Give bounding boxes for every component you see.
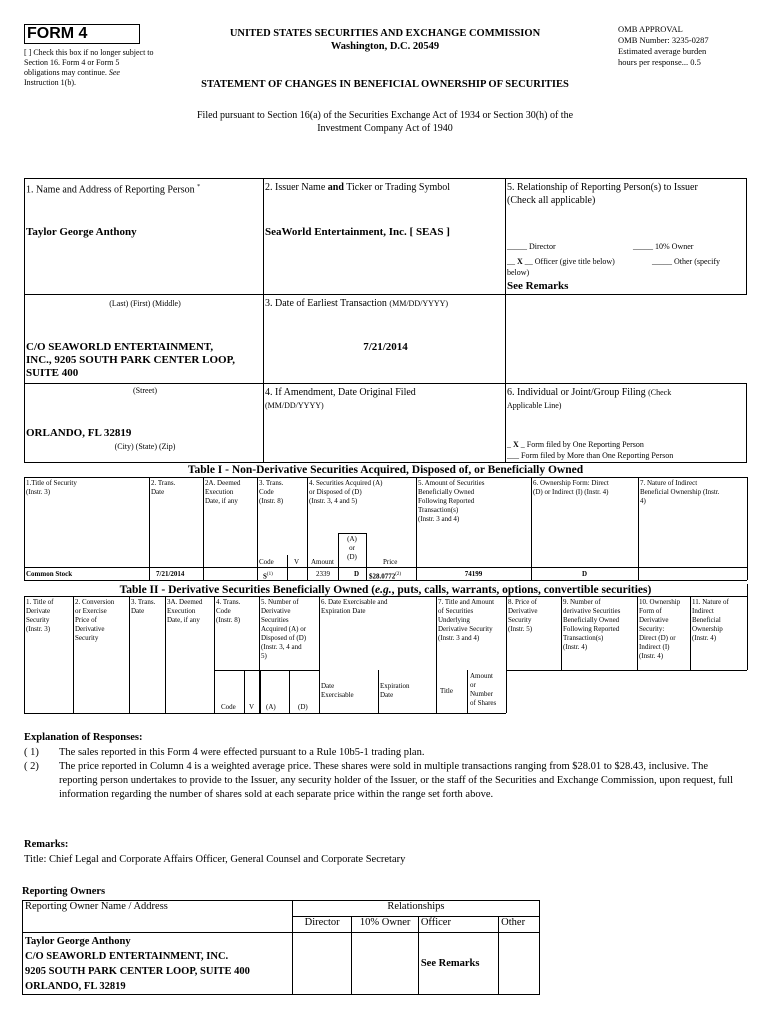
- t2-col-3a-header-line: Execution: [167, 607, 196, 615]
- t1-sub-price: Price: [383, 558, 398, 566]
- table-1-vline-8: [747, 477, 748, 580]
- t2-sub-vline-amt: [467, 670, 468, 713]
- t1-col-3-b: Code: [259, 488, 274, 496]
- t1-col-2a-b: Execution: [205, 488, 234, 496]
- t1-col-5-a: 5. Amount of Securities: [418, 479, 485, 487]
- table-1-vline-6: [531, 477, 532, 580]
- explanation-text: The price reported in Column 4 is a weighted average price. These shares were sold in multiple transactions ranging from $28.01 to $28.43, inclusive. The reporting person undertakes to provide to the Issuer, any security holder of the Issuer, or the staff of the Securities and Exchange Commission, upon request, full information regarding the number of shares sold at each separate price within the range set forth above.: [59, 761, 734, 800]
- section-4-label: 4. If Amendment, Date Original Filed: [265, 387, 416, 398]
- t1-col-1-header: [26, 479, 77, 497]
- t1-col-2a-c: Date, if any: [205, 497, 238, 505]
- t1-col-7-b: Beneficial Ownership (Instr.: [640, 488, 720, 496]
- t2-vline-9: [561, 596, 562, 670]
- table-1-vline-5: [416, 477, 417, 580]
- t2-col-11-header-line: (Instr. 4): [692, 634, 717, 642]
- section-2-box: [263, 178, 506, 295]
- t2-sub-amount-line: Amount: [470, 672, 493, 680]
- t2-col-6-header: [321, 598, 387, 616]
- t1-col-5-b: Beneficially Owned: [418, 488, 475, 496]
- table-row: [23, 933, 540, 995]
- t2-col-5-header-line: Acquired (A) or: [261, 625, 307, 633]
- t2-col-9-header-line: Following Reported: [563, 625, 620, 633]
- agency-city: Washington, D.C. 20549: [330, 41, 440, 52]
- t2-vline-6: [319, 596, 320, 713]
- t2-sub-exercisable-line: Date: [321, 682, 335, 690]
- t2-col-9-header-line: (Instr. 4): [563, 643, 588, 651]
- street-label: (Street): [133, 386, 157, 395]
- t2-title-b: , puts, calls, warrants, options, convertible securities): [391, 584, 652, 596]
- t1-col-6-a: 6. Ownership Form: Direct: [533, 479, 609, 487]
- t2-sub-top-rule: [214, 670, 319, 671]
- street-line-3: SUITE 400: [26, 367, 79, 379]
- section-4-label-fmt: (MM/DD/YYYY): [265, 401, 324, 410]
- t2-vline-12: [747, 584, 748, 670]
- section-6-label-check: (Check: [648, 388, 672, 397]
- t2-col-3-header-line: Date: [131, 607, 145, 615]
- t2-sub-d: (D): [298, 703, 308, 711]
- t1-col-5-c: Following Reported: [418, 497, 475, 505]
- t1-row-title: Common Stock: [26, 570, 73, 578]
- filed-pursuant: [100, 109, 670, 135]
- t2-col-10-header-line: 10. Ownership: [639, 598, 681, 606]
- explanation-heading: Explanation of Responses:: [24, 732, 143, 743]
- t2-col-4-header: [216, 598, 240, 625]
- t2-col-11-header-line: Beneficial: [692, 616, 721, 624]
- owners-col-relationships: Relationships: [292, 901, 539, 917]
- t2-sub-code: Code: [221, 703, 236, 711]
- t2-col-2-header: [75, 598, 114, 643]
- section-3-box: [263, 294, 506, 384]
- other-line: _____ Other (specify: [652, 257, 720, 266]
- section-3-label: [265, 297, 448, 310]
- remarks-heading: Remarks:: [24, 839, 69, 850]
- t2-sub-amount-line: of Shares: [470, 699, 497, 707]
- officer-x-mark: X: [517, 257, 523, 266]
- officer-pre: __: [507, 257, 515, 266]
- t2-col-10-header-line: Form of: [639, 607, 662, 615]
- t2-col-6-header-line: 6. Date Exercisable and: [321, 598, 388, 606]
- t1-sub-ad-2: or: [349, 544, 355, 552]
- t2-sub-a: (A): [266, 703, 276, 711]
- owner-name-line-3: 9205 SOUTH PARK CENTER LOOP, SUITE 400: [25, 966, 250, 977]
- t2-col-5-header-line: 5): [261, 652, 267, 660]
- t1-col-5-e: (Instr. 3 and 4): [418, 515, 460, 523]
- section-5-label: [507, 181, 751, 207]
- t2-col-11-header: [692, 598, 729, 643]
- table-1-title: Table I - Non-Derivative Securities Acquired, Disposed of, or Beneficially Owned: [187, 464, 584, 476]
- ten-pct-owner-line: _____ 10% Owner: [633, 242, 694, 251]
- t1-col-3-c: (Instr. 8): [259, 497, 284, 505]
- t1-col-6-b: (D) or Indirect (I) (Instr. 4): [533, 488, 609, 496]
- t2-col-11-header-line: 11. Nature of: [692, 598, 729, 606]
- t2-sub-exercisable-line: Exercisable: [321, 691, 354, 699]
- t2-sub-v: V: [249, 703, 255, 711]
- t1-col-7-a: 7. Nature of Indirect: [640, 479, 698, 487]
- owner-name-line-1: Taylor George Anthony: [25, 936, 131, 947]
- t1-row-price-footnote: (2): [395, 572, 402, 577]
- section-5-label-line-2: (Check all applicable): [507, 195, 596, 206]
- t2-col-7-header-line: (Instr. 3 and 4): [438, 634, 480, 642]
- t1-sub-code: Code: [259, 558, 274, 566]
- issuer-name: SeaWorld Entertainment, Inc. [ SEAS ]: [265, 226, 450, 238]
- t2-col-9-header: [563, 598, 620, 652]
- section-4-box: [263, 383, 506, 463]
- remarks-text: Title: Chief Legal and Corporate Affairs Officer, General Counsel and Corporate Secretary: [24, 854, 406, 865]
- t1-row-owned: 74199: [464, 570, 483, 578]
- t2-col-2-header-line: 2. Conversion: [75, 598, 115, 606]
- omb-burden: Estimated average burden: [618, 46, 707, 56]
- owners-table: [22, 900, 540, 995]
- t2-col-1-header-line: (Instr. 3): [26, 625, 51, 633]
- owners-col-officer: Officer: [418, 917, 498, 933]
- t2-col-2-header-line: Security: [75, 634, 99, 642]
- filed-pursuant-line-2: Investment Company Act of 1940: [317, 123, 453, 134]
- t1-row-code-footnote: (1): [266, 572, 273, 577]
- t1-col-1-b: (Instr. 3): [26, 488, 51, 496]
- city-state-zip: ORLANDO, FL 32819: [26, 427, 132, 439]
- section-3-label-text: 3. Date of Earliest Transaction: [265, 298, 387, 309]
- list-item: [24, 760, 746, 802]
- t2-vline-1: [73, 596, 74, 713]
- explanation-list: [24, 746, 746, 802]
- reporting-person-name: Taylor George Anthony: [26, 226, 137, 238]
- t2-col-8-header-line: Security: [508, 616, 532, 624]
- t2-col-1-header-line: Security: [26, 616, 50, 624]
- table-1-sub-vline-1: [287, 555, 288, 580]
- t2-col-2-header-line: or Exercise: [75, 607, 107, 615]
- section-3-label-fmt: (MM/DD/YYYY): [389, 299, 449, 308]
- t2-col-11-header-line: Indirect: [692, 607, 714, 615]
- statement-title: STATEMENT OF CHANGES IN BENEFICIAL OWNERSHIP OF SECURITIES: [201, 79, 569, 90]
- officer-post: __ Officer (give title below): [524, 257, 615, 266]
- one-x-mark: X: [513, 440, 519, 449]
- t2-vline-8: [506, 596, 507, 713]
- t2-col-3-header: [131, 598, 155, 616]
- t1-col-2a-header: [205, 479, 240, 506]
- t2-vline-0: [24, 596, 25, 713]
- owners-col-director: Director: [292, 917, 352, 933]
- t1-col-5-header: [418, 479, 485, 524]
- owners-col-other: Other: [499, 917, 540, 933]
- check-box-note-text: [ ] Check this box if no longer subject to Section 16. Form 4 or Form 5 obligations may continue.: [24, 48, 154, 77]
- section-6-box: [505, 383, 747, 463]
- t2-col-5-header: [261, 598, 306, 661]
- t1-sub-v: V: [294, 558, 300, 566]
- t1-col-3-header: [259, 479, 283, 506]
- t2-col-4-header-line: 4. Trans.: [216, 598, 241, 606]
- owner-officer-cell: See Remarks: [418, 933, 498, 995]
- t1-col-7-header: [640, 479, 747, 506]
- t1-col-5-d: Transaction(s): [418, 506, 459, 514]
- owner-name-cell: [23, 933, 293, 995]
- t2-col-5-header-line: Securities: [261, 616, 289, 624]
- section-5-blank: [505, 294, 747, 384]
- t1-row-code-value: S: [263, 572, 267, 581]
- t1-sub-ad-1: (A): [347, 535, 357, 543]
- more-person-line: ___ Form filed by More than One Reporting Person: [507, 451, 674, 460]
- t2-col-4-header-line: Code: [216, 607, 231, 615]
- t2-col-2-header-line: Price of: [75, 616, 97, 624]
- t1-sub-amount: Amount: [311, 558, 334, 566]
- list-item: [24, 746, 746, 760]
- director-line: _____ Director: [507, 242, 556, 251]
- section-1-label: [26, 181, 200, 196]
- section-1-city-box: [24, 383, 264, 463]
- check-box-note: [24, 48, 154, 88]
- t2-vline-7: [436, 596, 437, 713]
- t2-col-5-header-line: Disposed of (D): [261, 634, 307, 642]
- t2-sub-exercisable: [321, 682, 354, 700]
- filed-pursuant-line-1: Filed pursuant to Section 16(a) of the Securities Exchange Act of 1934 or Section 30(h) of the: [196, 110, 574, 121]
- t2-sub-amount-line: Number: [470, 690, 493, 698]
- owners-col-name: Reporting Owner Name / Address: [23, 901, 293, 933]
- owner-name-line-2: C/O SEAWORLD ENTERTAINMENT, INC.: [25, 951, 229, 962]
- section-1-label-mark: *: [197, 184, 201, 190]
- t2-vline-3: [165, 596, 166, 713]
- table-1-vline-3: [257, 477, 258, 580]
- table-2-top-rule: [24, 596, 747, 597]
- t1-row-form: D: [581, 570, 588, 578]
- t2-sub-vline-v: [244, 670, 245, 713]
- t2-col-4-header-line: (Instr. 8): [216, 616, 241, 624]
- section-5-label-line-1: 5. Relationship of Reporting Person(s) to Issuer: [507, 182, 698, 193]
- t1-row-price-value: $28.0772: [369, 572, 396, 581]
- t2-col-10-header-line: Derivative: [639, 616, 669, 624]
- see-instruction-italic: See: [108, 68, 120, 77]
- city-label: (City) (State) (Zip): [114, 442, 176, 451]
- section-2-label-and: and: [327, 182, 344, 193]
- t2-vline-4: [214, 596, 215, 713]
- t2-col-10-header: [639, 598, 680, 661]
- t1-col-2-header: [151, 479, 175, 497]
- t2-sub-amount: [470, 672, 496, 708]
- section-1-name-box: [24, 178, 264, 295]
- explanation-num: ( 2): [24, 761, 39, 772]
- t2-col-7-header-line: Underlying: [438, 616, 470, 624]
- t1-col-1-a: 1.Title of Security: [26, 479, 77, 487]
- t1-row-date: 7/21/2014: [156, 570, 185, 578]
- t2-col-1-header-line: 1. Title of: [26, 598, 54, 606]
- t2-col-7-header-line: 7. Title and Amount: [438, 598, 495, 606]
- t2-sub-amount-line: or: [470, 681, 476, 689]
- t2-col-9-header-line: Beneficially Owned: [563, 616, 620, 624]
- table-1-vline-2: [203, 477, 204, 580]
- omb-number: OMB Number: 3235-0287: [618, 35, 709, 45]
- t2-col-10-header-line: Direct (D) or: [639, 634, 676, 642]
- t2-title-a: Table II - Derivative Securities Beneficially Owned (: [119, 584, 376, 596]
- owner-ten-cell: [352, 933, 418, 995]
- t1-col-7-c: 4): [640, 497, 646, 505]
- explanation-num: ( 1): [24, 747, 39, 758]
- t2-col-11-header-line: Ownership: [692, 625, 723, 633]
- table-1-vline-1: [149, 477, 150, 580]
- owners-col-ten: 10% Owner: [352, 917, 418, 933]
- t2-sub-vline-exp: [378, 670, 379, 713]
- t1-col-2-a: 2. Trans.: [151, 479, 176, 487]
- t2-vline-10: [637, 596, 638, 670]
- omb-block: [618, 24, 709, 68]
- t2-title-eg: e.g.: [375, 584, 392, 596]
- t2-col-8-header-line: (Instr. 5): [508, 625, 533, 633]
- one-pre: _: [507, 440, 511, 449]
- table-2-bottom-rule: [24, 713, 506, 714]
- street-line-2: INC., 9205 SOUTH PARK CENTER LOOP,: [26, 354, 236, 366]
- t2-col-3-header-line: 3. Trans.: [131, 598, 156, 606]
- t2-col-2-header-line: Derivative: [75, 625, 105, 633]
- owners-heading: Reporting Owners: [22, 886, 106, 897]
- section-6-label: [507, 386, 751, 399]
- section-2-label-b: Ticker or Trading Symbol: [343, 182, 451, 193]
- t2-col-3a-header-line: Date, if any: [167, 616, 200, 624]
- t2-sub-expiration-line: Expiration: [380, 682, 410, 690]
- t2-sub-title: Title: [440, 687, 453, 695]
- see-remarks: See Remarks: [507, 280, 569, 292]
- t2-col-3a-header: [167, 598, 202, 625]
- owner-director-cell: [292, 933, 352, 995]
- t1-col-2a-a: 2A. Deemed: [205, 479, 241, 487]
- section-1-street-box: [24, 294, 264, 384]
- table-1-vline-4: [307, 477, 308, 580]
- t1-col-4-c: (Instr. 3, 4 and 5): [309, 497, 358, 505]
- section-5-box: [505, 178, 747, 295]
- t2-col-5-header-line: Derivative: [261, 607, 291, 615]
- one-post: _ Form filed by One Reporting Person: [520, 440, 644, 449]
- t1-col-2-b: Date: [151, 488, 165, 496]
- section-2-label-a: 2. Issuer Name: [265, 182, 328, 193]
- t2-col-7-header: [438, 598, 494, 643]
- omb-approval: OMB APPROVAL: [618, 24, 683, 34]
- table-1-vline-0: [24, 477, 25, 580]
- t1-row-code: [263, 570, 273, 581]
- t2-vline-2: [129, 596, 130, 713]
- omb-hours: hours per response... 0.5: [618, 57, 701, 67]
- t2-col-5-header-line: (Instr. 3, 4 and: [261, 643, 302, 651]
- t2-col-10-header-line: (Instr. 4): [639, 652, 664, 660]
- t1-col-3-a: 3. Trans.: [259, 479, 284, 487]
- section-1-label-text: 1. Name and Address of Reporting Person: [26, 184, 195, 196]
- t2-col-9-header-line: Transaction(s): [563, 634, 604, 642]
- t1-col-4-header: [309, 479, 382, 506]
- agency-name: UNITED STATES SECURITIES AND EXCHANGE COMMISSION: [229, 28, 541, 39]
- other-below: below): [507, 268, 530, 277]
- officer-line: [507, 257, 615, 267]
- t2-col-8-header-line: Derivative: [508, 607, 538, 615]
- t2-col-1-header: [26, 598, 53, 634]
- t2-sub-vline-d: [289, 670, 290, 713]
- section-6-label-applicable: Applicable Line): [507, 401, 562, 410]
- t1-row-price: [369, 570, 401, 581]
- t2-col-7-header-line: Derivative Security: [438, 625, 493, 633]
- t2-col-10-header-line: Security:: [639, 625, 665, 633]
- t1-row-amount: 2339: [316, 570, 330, 578]
- t2-sub-vline-a: [260, 670, 261, 713]
- t2-col-6-header-line: Expiration Date: [321, 607, 366, 615]
- one-person-line: [507, 440, 644, 450]
- t2-col-9-header-line: 9. Number of: [563, 598, 601, 606]
- table-1-sub-vline-3: [366, 533, 367, 580]
- t2-right-bottom-rule: [506, 670, 747, 671]
- t2-col-3a-header-line: 3A. Deemed: [167, 598, 203, 606]
- t2-col-9-header-line: derivative Securities: [563, 607, 621, 615]
- t2-col-8-header: [508, 598, 538, 634]
- t2-col-1-header-line: Derivate: [26, 607, 51, 615]
- explanation-text: The sales reported in this Form 4 were effected pursuant to a Rule 10b5-1 trading plan.: [59, 747, 425, 758]
- t2-vline-11: [690, 596, 691, 670]
- t2-sub-expiration: [380, 682, 410, 700]
- t2-col-10-header-line: Indirect (I): [639, 643, 670, 651]
- see-instruction-rest: Instruction 1(b).: [24, 78, 76, 87]
- t1-sub-ad: [338, 535, 366, 562]
- name-parts-label: (Last) (First) (Middle): [109, 299, 181, 308]
- owner-name-line-4: ORLANDO, FL 32819: [25, 981, 126, 992]
- earliest-transaction-date: 7/21/2014: [363, 341, 408, 353]
- t1-col-4-a: 4. Securities Acquired (A): [309, 479, 383, 487]
- t1-col-6-header: [533, 479, 609, 497]
- street-line-1: C/O SEAWORLD ENTERTAINMENT,: [26, 341, 214, 353]
- owner-other-cell: [499, 933, 540, 995]
- t1-row-ad: D: [354, 570, 360, 578]
- t2-col-7-header-line: of Securities: [438, 607, 474, 615]
- t2-col-5-header-line: 5. Number of: [261, 598, 299, 606]
- section-6-label-text: 6. Individual or Joint/Group Filing: [507, 387, 646, 398]
- t1-sub-ad-3: (D): [347, 553, 357, 561]
- t2-sub-expiration-line: Date: [380, 691, 394, 699]
- table-1-ad-top: [338, 533, 366, 534]
- form-title: FORM 4: [24, 24, 140, 44]
- table-1-vline-7: [638, 477, 639, 580]
- t1-col-4-b: or Disposed of (D): [309, 488, 362, 496]
- t2-col-8-header-line: 8. Price of: [508, 598, 537, 606]
- section-2-label: [265, 181, 450, 194]
